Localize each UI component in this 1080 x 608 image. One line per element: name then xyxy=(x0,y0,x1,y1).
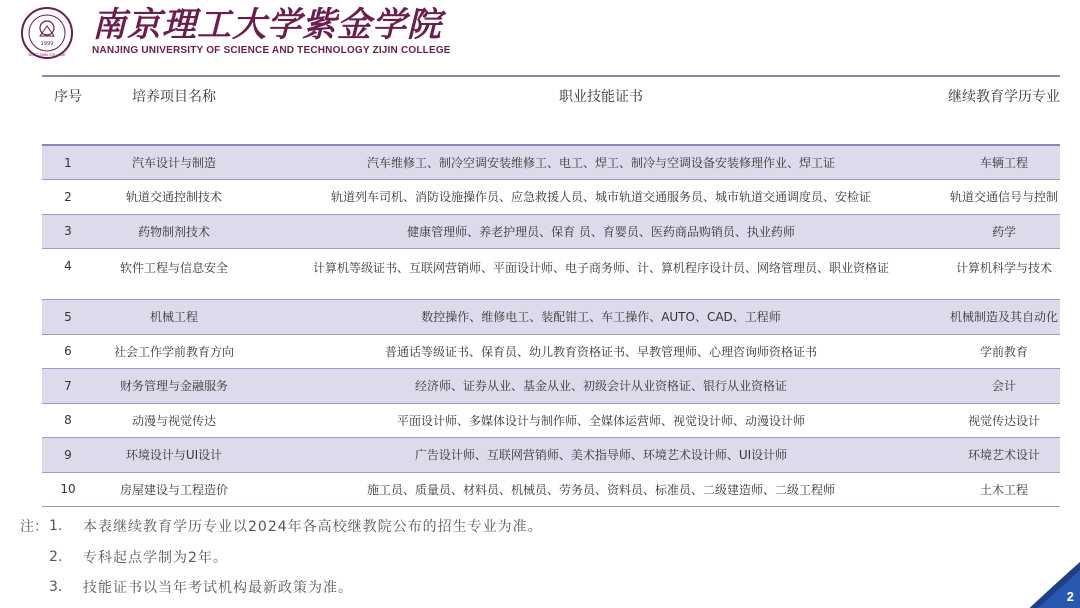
row-no: 9 xyxy=(64,447,72,462)
row-no: 5 xyxy=(64,309,72,324)
row-program: 动漫与视觉传达 xyxy=(131,413,216,428)
row-program: 药物制剂技术 xyxy=(137,224,210,239)
row-major: 学前教育 xyxy=(979,344,1028,359)
row-program: 房屋建设与工程造价 xyxy=(119,482,228,497)
note-number: 3. xyxy=(49,579,63,596)
row-no: 4 xyxy=(64,259,72,273)
row-certs: 计算机等级证书、互联网营销师、平面设计师、电子商务师、计、算机程序设计员、网络管理员、职业资格证 xyxy=(312,261,889,275)
row-certs: 广告设计师、互联网营销师、美术指导师、环境艺术设计师、UI设计师 xyxy=(414,448,788,463)
note-item xyxy=(20,511,543,542)
row-certs: 经济师、证券从业、基金从业、初级会计从业资格证、银行从业资格证 xyxy=(414,379,787,394)
row-no: 8 xyxy=(64,413,72,428)
row-no: 6 xyxy=(64,344,72,359)
school-logo-text xyxy=(92,6,451,56)
table-row xyxy=(42,214,1060,249)
row-certs: 数控操作、维修电工、装配钳工、车工操作、AUTO、CAD、工程师 xyxy=(421,310,781,325)
table-row xyxy=(42,369,1060,404)
row-major: 计算机科学与技术 xyxy=(955,261,1052,275)
row-program: 汽车设计与制造 xyxy=(131,156,216,170)
row-major: 视觉传达设计 xyxy=(967,413,1040,428)
row-certs: 平面设计师、多媒体设计与制作师、全媒体运营师、视觉设计师、动漫设计师 xyxy=(396,413,805,428)
header xyxy=(0,0,1080,64)
page-number: 2 xyxy=(1066,589,1074,604)
table-row xyxy=(42,249,1060,300)
school-name: 南京理工大学紫金学院 xyxy=(92,5,442,45)
row-no: 1 xyxy=(64,155,72,170)
row-major: 土木工程 xyxy=(979,482,1028,497)
svg-text:1999: 1999 xyxy=(40,41,54,47)
row-certs: 健康管理师、养老护理员、保育 员、育婴员、医药商品购销员、执业药师 xyxy=(407,224,795,239)
svg-text:NUST ZIJIN COLLEGE: NUST ZIJIN COLLEGE xyxy=(28,53,66,57)
header-certs: 职业技能证书 xyxy=(559,89,643,105)
row-certs: 施工员、质量员、材料员、机械员、劳务员、资料员、标准员、二级建造师、二级工程师 xyxy=(366,482,835,497)
row-program: 轨道交通控制技术 xyxy=(125,190,222,205)
row-no: 7 xyxy=(64,378,72,393)
row-major: 车辆工程 xyxy=(979,156,1028,170)
table-row xyxy=(42,180,1060,215)
row-certs: 汽车维修工、制冷空调安装维修工、电工、焊工、制冷与空调设备安装修理作业、焊工证 xyxy=(366,156,835,170)
row-major: 环境艺术设计 xyxy=(967,448,1040,463)
table-header-row xyxy=(42,77,1060,145)
program-table xyxy=(42,77,1060,507)
row-no: 2 xyxy=(64,189,72,204)
note-text: 技能证书以当年考试机构最新政策为准。 xyxy=(83,580,353,597)
row-no: 3 xyxy=(64,224,72,239)
row-major: 会计 xyxy=(991,379,1016,394)
table-row xyxy=(42,145,1060,180)
row-program: 财务管理与金融服务 xyxy=(119,379,228,394)
note-text: 本表继续教育学历专业以2024年各高校继教院公布的招生专业为准。 xyxy=(83,519,543,536)
note-number: 2. xyxy=(49,548,63,565)
row-certs: 轨道列车司机、消防设施操作员、应急救援人员、城市轨道交通服务员、城市轨道交通调度员、安检证 xyxy=(330,190,871,205)
note-item xyxy=(20,572,543,603)
row-certs: 普通话等级证书、保育员、幼儿教育资格证书、早教管理师、心理咨询师资格证书 xyxy=(384,344,817,359)
notes xyxy=(20,511,543,603)
table-row xyxy=(42,472,1060,507)
school-name-en: NANJING UNIVERSITY OF SCIENCE AND TECHNOLOGY ZIJIN COLLEGE xyxy=(92,45,451,56)
note-number: 1. xyxy=(49,518,63,535)
row-major: 机械制造及其自动化 xyxy=(949,310,1058,325)
row-no: 10 xyxy=(60,482,76,497)
note-item xyxy=(20,542,543,573)
row-major: 药学 xyxy=(991,224,1016,239)
header-program: 培养项目名称 xyxy=(132,89,216,105)
row-major: 轨道交通信号与控制 xyxy=(949,190,1058,205)
note-label: 注： xyxy=(20,519,48,536)
table-row xyxy=(42,300,1060,335)
row-program: 软件工程与信息安全 xyxy=(119,261,228,275)
header-no: 序号 xyxy=(54,89,82,105)
note-text: 专科起点学制为2年。 xyxy=(83,549,228,566)
header-major: 继续教育学历专业 xyxy=(948,89,1060,105)
table-row xyxy=(42,334,1060,369)
school-seal-icon xyxy=(16,6,78,60)
row-program: 社会工作学前教育方向 xyxy=(113,344,234,359)
table-row xyxy=(42,403,1060,438)
row-program: 机械工程 xyxy=(149,310,198,325)
table-row xyxy=(42,438,1060,473)
row-program: 环境设计与UI设计 xyxy=(125,448,223,463)
